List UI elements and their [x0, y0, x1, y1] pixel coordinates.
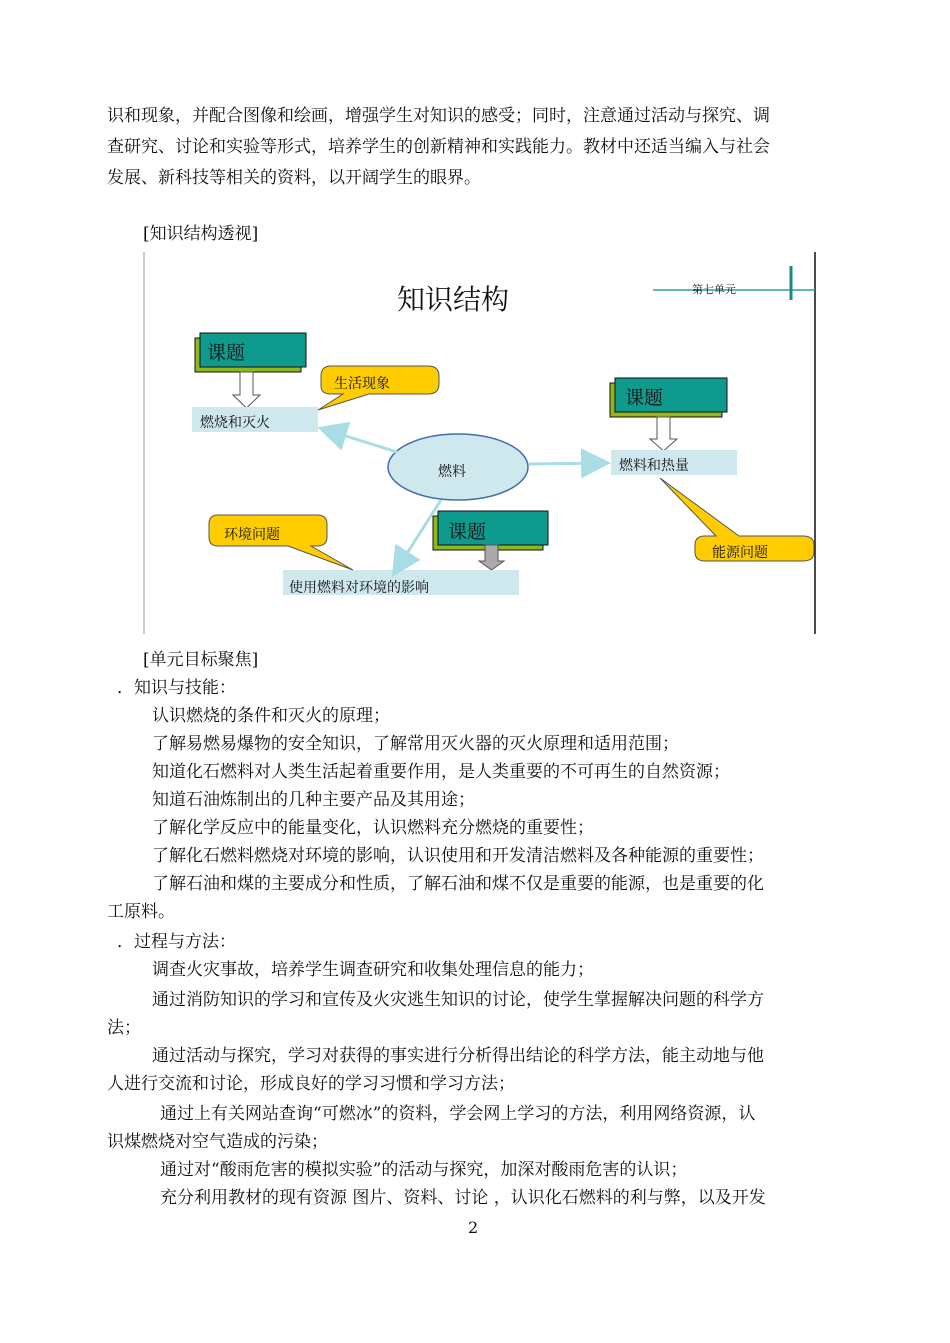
section1-item: 了解石油和煤的主要成分和性质，了解石油和煤不仅是重要的能源，也是重要的化: [152, 874, 764, 894]
topic-label-3: 课题: [448, 521, 487, 543]
section1-item: 了解易燃易爆物的安全知识，了解常用灭火器的灭火原理和适用范围；: [152, 734, 679, 754]
intro-line-1: 识和现象，并配合图像和绘画，增强学生对知识的感受；同时，注意通过活动与探究、调: [107, 106, 770, 126]
section2-title: ．过程与方法：: [117, 932, 236, 952]
section1-item: 了解化石燃料燃烧对环境的影响，认识使用和开发清洁燃料及各种能源的重要性；: [152, 846, 764, 866]
section1-item: 了解化学反应中的能量变化，认识燃料充分燃烧的重要性；: [152, 818, 594, 838]
section2-item: 充分利用教材的现有资源 图片、资料、讨论 ，认识化石燃料的利与弊，以及开发: [160, 1188, 766, 1208]
page-number: 2: [468, 1218, 479, 1237]
connector-heat: [529, 463, 605, 464]
section2-item: 通过消防知识的学习和宣传及火灾逃生知识的讨论，使学生掌握解决问题的科学方: [152, 990, 764, 1010]
section2-item: 通过上有关网站查询“可燃冰”的资料，学会网上学习的方法，利用网络资源，认: [160, 1104, 756, 1124]
section1-item: 知道化石燃料对人类生活起着重要作用，是人类重要的不可再生的自然资源；: [152, 762, 730, 782]
knowledge-structure-diagram: [143, 252, 823, 634]
section2-item: 通过对“酸雨危害的模拟实验”的活动与探究，加深对酸雨危害的认识；: [160, 1160, 688, 1180]
callout-life-label: 生活现象: [334, 376, 390, 392]
node-heat-label: 燃料和热量: [619, 458, 689, 474]
section1-item: 认识燃烧的条件和灭火的原理；: [152, 706, 390, 726]
section2-item: 通过活动与探究，学习对获得的事实进行分析得出结论的科学方法，能主动地与他: [152, 1046, 764, 1066]
center-label: 燃料: [438, 464, 466, 480]
callout-energy-label: 能源问题: [712, 545, 768, 561]
node-fire-label: 燃烧和灭火: [200, 415, 270, 431]
callout-env-label: 环境问题: [224, 527, 280, 543]
intro-line-3: 发展、新科技等相关的资料，以开阔学生的眼界。: [107, 168, 481, 188]
topic-label-2: 课题: [625, 387, 664, 409]
down-arrow-2: [650, 417, 677, 451]
goals-heading: [单元目标聚焦]: [143, 650, 259, 670]
section2-item: 识煤燃烧对空气造成的污染；: [107, 1132, 328, 1152]
intro-line-2: 查研究、讨论和实验等形式，培养学生的创新精神和实践能力。教材中还适当编入与社会: [107, 137, 770, 157]
diagram-title: 知识结构: [397, 283, 510, 316]
section1-item: 知道石油炼制出的几种主要产品及其用途；: [152, 790, 475, 810]
unit-label: 第七单元: [692, 283, 736, 296]
section2-item: 人进行交流和讨论，形成良好的学习习惯和学习方法；: [107, 1074, 515, 1094]
section2-item: 法；: [107, 1018, 141, 1038]
connector-fire: [323, 429, 397, 452]
down-arrow-1: [233, 372, 260, 408]
section2-item: 调查火灾事故，培养学生调查研究和收集处理信息的能力；: [152, 960, 594, 980]
section1-title: ．知识与技能：: [117, 678, 236, 698]
section1-item: 工原料。: [107, 902, 175, 922]
node-env-label: 使用燃料对环境的影响: [289, 580, 429, 596]
topic-label-1: 课题: [207, 342, 246, 364]
knowledge-heading: [知识结构透视]: [143, 224, 259, 244]
